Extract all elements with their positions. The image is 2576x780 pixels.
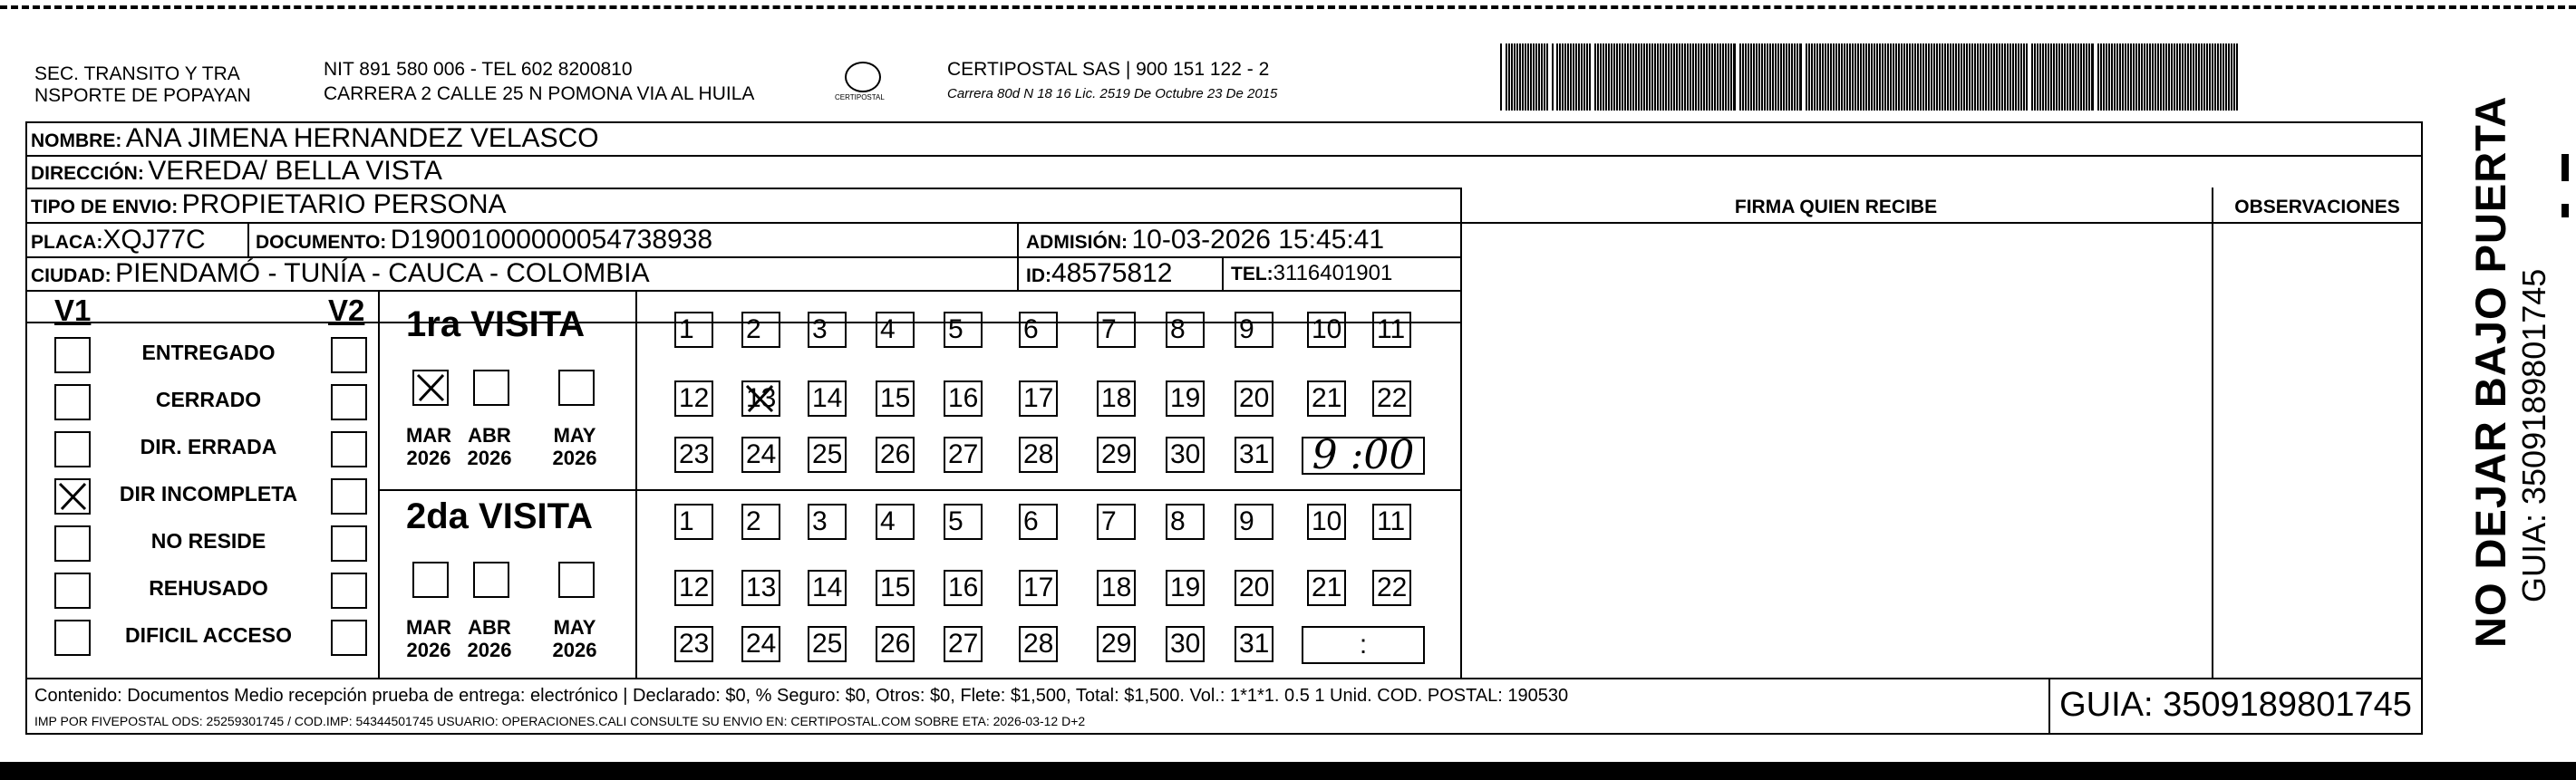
tipo-envio-value: PROPIETARIO PERSONA (181, 189, 507, 219)
month-year: 2026 (406, 447, 451, 469)
day-number: 25 (812, 439, 843, 469)
day-number: 13 (746, 573, 777, 602)
day-number: 21 (1312, 383, 1342, 413)
day-number: 17 (1023, 383, 1054, 413)
day-number: 15 (880, 573, 911, 602)
day-number: 20 (1239, 573, 1270, 602)
day-box[interactable] (876, 380, 915, 417)
day-number: 7 (1101, 506, 1117, 536)
day-box[interactable] (1235, 504, 1273, 540)
day-box[interactable] (741, 570, 780, 606)
day-number: 22 (1377, 383, 1408, 413)
month-year: 2026 (552, 447, 597, 469)
firma-header: FIRMA QUIEN RECIBE (1734, 197, 1938, 217)
id-label: ID: (1026, 265, 1051, 286)
day-box[interactable] (1235, 437, 1273, 473)
day-box[interactable] (674, 626, 713, 662)
month-checkbox[interactable] (558, 562, 595, 598)
day-number: 19 (1170, 573, 1201, 602)
day-number: 25 (812, 629, 843, 659)
handwritten-time[interactable]: 9 :00 (1302, 437, 1425, 475)
v2-checkbox[interactable] (331, 525, 367, 562)
day-number: 14 (812, 383, 843, 413)
month-name: MAY (553, 424, 596, 447)
day-box[interactable] (674, 504, 713, 540)
day-box[interactable] (1097, 570, 1136, 606)
nit-line: NIT 891 580 006 - TEL 602 8200810 (324, 59, 633, 80)
day-box[interactable] (1019, 504, 1058, 540)
day-box[interactable] (1235, 570, 1273, 606)
month-label (402, 424, 456, 469)
day-number: 9 (1239, 314, 1254, 344)
day-box[interactable] (1097, 380, 1136, 417)
day-number: 2 (746, 314, 761, 344)
barcode-icon (1500, 43, 2243, 111)
v2-checkbox[interactable] (331, 337, 367, 373)
day-number: 29 (1101, 439, 1132, 469)
month-checkbox[interactable] (473, 370, 509, 406)
v1-checkbox[interactable] (54, 431, 91, 467)
day-number: 13 (746, 383, 777, 413)
v2-label: V2 (328, 294, 365, 327)
day-number: 26 (880, 439, 911, 469)
day-box[interactable] (674, 570, 713, 606)
documento-label: DOCUMENTO: (256, 232, 387, 253)
month-label (547, 424, 602, 469)
status-label: REHUSADO (149, 576, 268, 600)
day-box[interactable] (674, 380, 713, 417)
day-number: 28 (1023, 439, 1054, 469)
v2-checkbox[interactable] (331, 620, 367, 656)
nombre-label: NOMBRE: (31, 130, 122, 151)
day-box[interactable] (741, 380, 780, 417)
day-box[interactable] (1019, 626, 1058, 662)
day-number: 16 (948, 573, 979, 602)
tel-field (1231, 256, 1392, 294)
day-box[interactable] (1307, 312, 1346, 348)
status-label: DIFICIL ACCESO (124, 623, 292, 647)
day-box[interactable] (1019, 312, 1058, 348)
month-name: ABR (468, 616, 511, 639)
direccion-value: VEREDA/ BELLA VISTA (148, 156, 442, 186)
day-number: 8 (1170, 506, 1186, 536)
day-box[interactable] (1235, 312, 1273, 348)
day-number: 6 (1023, 506, 1039, 536)
day-box[interactable] (808, 312, 847, 348)
day-number: 16 (948, 383, 979, 413)
day-box[interactable] (1166, 380, 1205, 417)
month-checkbox[interactable] (558, 370, 595, 406)
month-name: ABR (468, 424, 511, 447)
direccion-label: DIRECCIÓN: (31, 163, 144, 184)
visit-1-title: 1ra VISITA (406, 304, 586, 344)
v1-checkbox[interactable] (54, 478, 91, 515)
v2-checkbox[interactable] (331, 478, 367, 515)
day-box[interactable] (876, 437, 915, 473)
status-label: NO RESIDE (150, 529, 266, 553)
tel-label: TEL: (1231, 264, 1273, 284)
v2-checkbox[interactable] (331, 384, 367, 420)
month-label (547, 616, 602, 661)
footer-content-line: Contenido: Documentos Medio recepción prueba de entrega: electrónico | Declarado: $0, % Seguro: $0, Otros: $0, Flete: $1,500, Total: $1,500. Vol.: 1*1*1. 0.5 1 Unid. COD. POSTAL: 190530 (34, 686, 1569, 706)
day-number: 15 (880, 383, 911, 413)
edge-mark (2561, 154, 2569, 181)
v2-checkbox[interactable] (331, 573, 367, 609)
day-number: 4 (880, 314, 896, 344)
v1-checkbox[interactable] (54, 573, 91, 609)
day-number: 12 (679, 573, 710, 602)
day-box[interactable] (808, 626, 847, 662)
day-box[interactable] (1019, 437, 1058, 473)
status-label: DIR INCOMPLETA (119, 482, 298, 506)
day-number: 5 (948, 506, 964, 536)
admision-value: 10-03-2026 15:45:41 (1131, 225, 1385, 255)
month-year: 2026 (552, 639, 597, 661)
day-box[interactable] (944, 570, 983, 606)
month-name: MAR (405, 424, 452, 447)
day-number: 30 (1170, 439, 1201, 469)
day-number: 2 (746, 506, 761, 536)
month-checkbox[interactable] (473, 562, 509, 598)
day-number: 1 (679, 506, 694, 536)
day-number: 7 (1101, 314, 1117, 344)
id-value: 48575812 (1051, 258, 1173, 288)
day-number: 24 (746, 629, 777, 659)
visit-2-title: 2da VISITA (406, 496, 593, 536)
side-warning: NO DEJAR BAJO PUERTA (2466, 95, 2514, 648)
day-box[interactable] (944, 380, 983, 417)
v1-checkbox[interactable] (54, 384, 91, 420)
day-number: 24 (746, 439, 777, 469)
day-box[interactable] (674, 312, 713, 348)
nombre-value: ANA JIMENA HERNANDEZ VELASCO (125, 123, 599, 153)
tipo-envio-field (31, 188, 507, 226)
tipo-envio-label: TIPO DE ENVIO: (31, 197, 179, 217)
day-number: 28 (1023, 629, 1054, 659)
day-number: 5 (948, 314, 964, 344)
day-box[interactable] (1097, 312, 1136, 348)
v1-checkbox[interactable] (54, 337, 91, 373)
month-name: MAY (553, 616, 596, 639)
day-box[interactable] (1166, 504, 1205, 540)
footer-print-line: IMP POR FIVEPOSTAL ODS: 25259301745 / COD.IMP: 54344501745 USUARIO: OPERACIONES.CALI CONSULTE SU ENVIO EN: CERTIPOSTAL.COM SOBRE ETA: 2026-03-12 D+2 (34, 714, 1086, 728)
day-number: 11 (1377, 314, 1406, 344)
day-box[interactable] (1372, 312, 1411, 348)
day-box[interactable] (1307, 504, 1346, 540)
v1-checkbox[interactable] (54, 620, 91, 656)
cut-line-top (0, 5, 2576, 9)
day-number: 29 (1101, 629, 1132, 659)
day-number: 3 (812, 506, 828, 536)
month-year: 2026 (467, 639, 512, 661)
day-box[interactable] (1307, 570, 1346, 606)
day-number: 9 (1239, 506, 1254, 536)
logo-text: CERTIPOSTAL (835, 93, 885, 101)
status-label: ENTREGADO (141, 341, 276, 364)
tel-value: 3116401901 (1273, 261, 1393, 285)
status-label: CERRADO (155, 388, 262, 411)
day-box[interactable] (944, 504, 983, 540)
day-box[interactable] (944, 312, 983, 348)
day-box[interactable] (1235, 626, 1273, 662)
day-box[interactable] (876, 312, 915, 348)
day-number: 10 (1312, 314, 1342, 344)
month-name: MAR (405, 616, 452, 639)
month-checkbox[interactable] (412, 370, 449, 406)
address-line: CARRERA 2 CALLE 25 N POMONA VIA AL HUILA (324, 83, 755, 104)
day-box[interactable] (1166, 437, 1205, 473)
day-number: 27 (948, 439, 979, 469)
month-label (462, 424, 517, 469)
day-box[interactable] (876, 570, 915, 606)
day-box[interactable] (741, 312, 780, 348)
documento-value: D19001000000054738938 (390, 225, 713, 255)
day-number: 17 (1023, 573, 1054, 602)
ciudad-value: PIENDAMÓ - TUNÍA - CAUCA - COLOMBIA (115, 258, 650, 288)
day-number: 21 (1312, 573, 1342, 602)
day-box[interactable] (808, 380, 847, 417)
issuer-line-2: NSPORTE DE POPAYAN (34, 85, 251, 106)
day-number: 12 (679, 383, 710, 413)
day-box[interactable] (808, 504, 847, 540)
day-number: 23 (679, 629, 710, 659)
observaciones-header: OBSERVACIONES (2234, 197, 2400, 217)
day-box[interactable] (1097, 437, 1136, 473)
day-box[interactable] (1166, 626, 1205, 662)
footer-guia: GUIA: 3509189801745 (2059, 686, 2412, 724)
day-box[interactable] (741, 437, 780, 473)
day-box[interactable] (944, 626, 983, 662)
admision-label: ADMISIÓN: (1026, 232, 1128, 253)
edge-mark (2561, 204, 2569, 217)
day-number: 1 (679, 314, 694, 344)
day-number: 14 (812, 573, 843, 602)
day-box[interactable] (741, 626, 780, 662)
v2-checkbox[interactable] (331, 431, 367, 467)
day-box[interactable] (876, 504, 915, 540)
day-number: 30 (1170, 629, 1201, 659)
day-number: 22 (1377, 573, 1408, 602)
day-box[interactable] (674, 437, 713, 473)
v1-checkbox[interactable] (54, 525, 91, 562)
day-box[interactable] (876, 626, 915, 662)
courier-line-1: CERTIPOSTAL SAS | 900 151 122 - 2 (947, 59, 1270, 80)
issuer-line-1: SEC. TRANSITO Y TRA (34, 63, 240, 84)
day-number: 26 (880, 629, 911, 659)
ciudad-label: CIUDAD: (31, 265, 111, 286)
ciudad-field (31, 256, 650, 295)
day-box[interactable] (1166, 312, 1205, 348)
day-box[interactable] (1166, 570, 1205, 606)
day-number: 19 (1170, 383, 1201, 413)
day-number: 18 (1101, 573, 1132, 602)
side-guia: GUIA: 3509189801745 (2515, 268, 2552, 602)
day-box[interactable] (808, 570, 847, 606)
day-box[interactable] (1097, 626, 1136, 662)
month-year: 2026 (467, 447, 512, 469)
day-box[interactable] (1372, 504, 1411, 540)
day-number: 31 (1239, 629, 1270, 659)
day-box[interactable] (1235, 380, 1273, 417)
month-year: 2026 (406, 639, 451, 661)
day-box[interactable] (1019, 380, 1058, 417)
day-number: 27 (948, 629, 979, 659)
placa-label: PLACA: (31, 232, 103, 253)
month-label (462, 616, 517, 661)
bottom-band (0, 762, 2576, 780)
day-number: 23 (679, 439, 710, 469)
day-box[interactable] (741, 504, 780, 540)
day-box[interactable] (1372, 570, 1411, 606)
day-box[interactable] (1019, 570, 1058, 606)
month-label (402, 616, 456, 661)
day-number: 3 (812, 314, 828, 344)
day-box[interactable] (1097, 504, 1136, 540)
day-number: 18 (1101, 383, 1132, 413)
day-box[interactable] (1307, 380, 1346, 417)
id-field (1026, 256, 1172, 295)
month-checkbox[interactable] (412, 562, 449, 598)
v1-label: V1 (54, 294, 92, 327)
day-number: 6 (1023, 314, 1039, 344)
time-box[interactable]: : (1302, 626, 1425, 664)
day-number: 8 (1170, 314, 1186, 344)
day-number: 20 (1239, 383, 1270, 413)
day-number: 31 (1239, 439, 1270, 469)
certipostal-logo-icon (845, 62, 881, 92)
day-number: 4 (880, 506, 896, 536)
courier-line-2: Carrera 80d N 18 16 Lic. 2519 De Octubre 23 De 2015 (947, 86, 1278, 101)
day-box[interactable] (944, 437, 983, 473)
status-label: DIR. ERRADA (140, 435, 277, 458)
day-number: 10 (1312, 506, 1342, 536)
placa-value: XQJ77C (102, 225, 206, 255)
day-number: 11 (1377, 506, 1406, 536)
day-box[interactable] (1372, 380, 1411, 417)
day-box[interactable] (808, 437, 847, 473)
